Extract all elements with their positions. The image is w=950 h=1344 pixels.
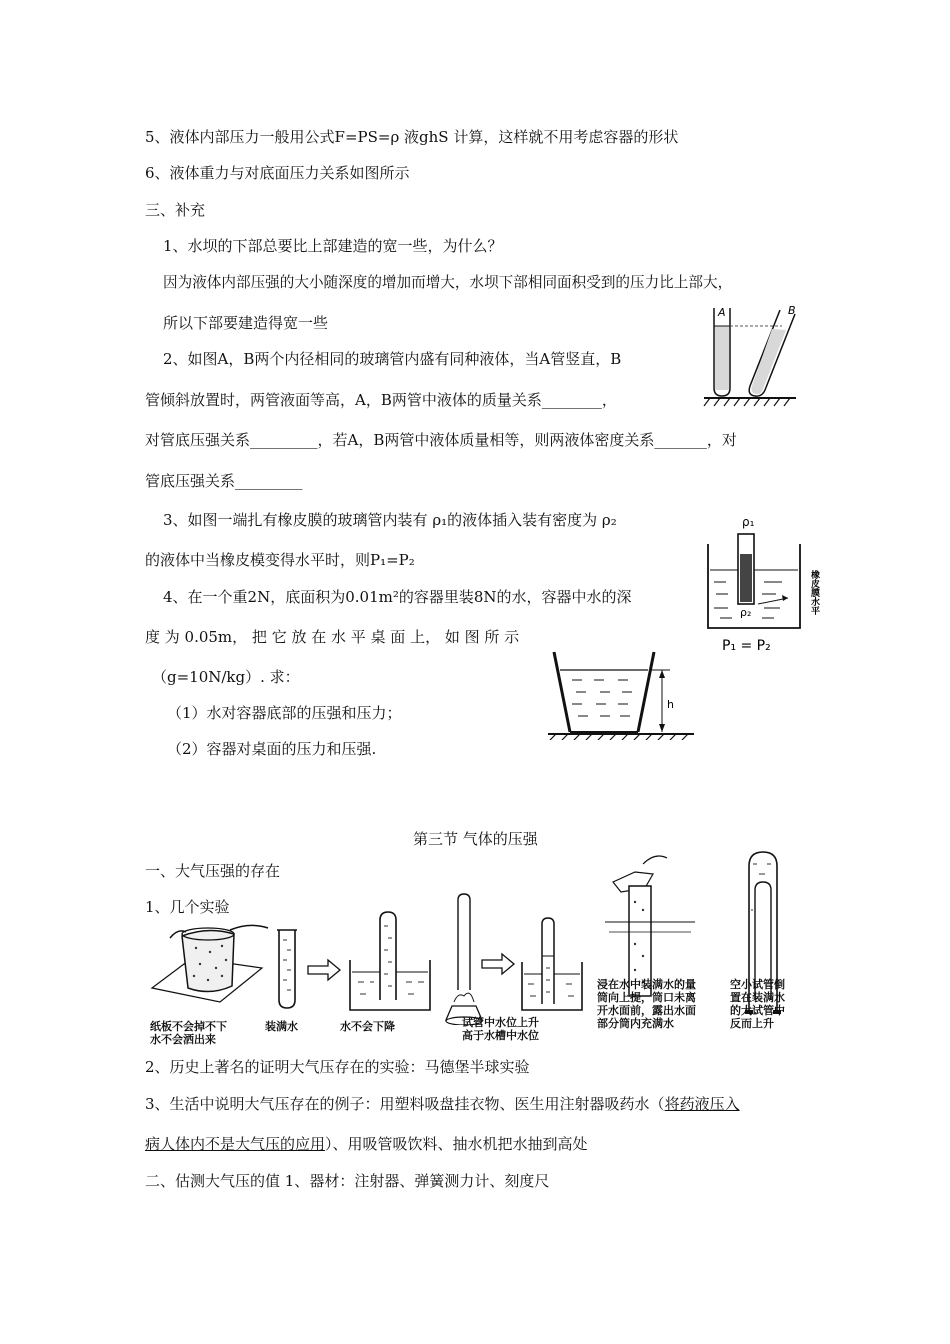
question-2-line-3: 对管底压强关系_________，若A，B两管中液体质量相等，则两液体密度关系_______，对 xyxy=(145,431,737,449)
inverted-tube-in-trough xyxy=(350,912,430,1010)
caption-cylinder-line-1: 浸在水中装满水的量 xyxy=(597,978,696,991)
tube-water-rise xyxy=(522,918,582,1010)
question-4-line-1: 4、在一个重2N，底面积为0.01m²的容器里装8N的水，容器中水的深 xyxy=(163,588,632,606)
inverted-cup-experiment xyxy=(152,925,268,1002)
supplement-heading: 三、补充 xyxy=(145,201,206,219)
caption-cylinder-line-2: 筒向上提，筒口未离 xyxy=(597,991,696,1004)
rho1-label: ρ₁ xyxy=(742,515,755,529)
item-5: 5、液体内部压力一般用公式F=PS=ρ 液ghS 计算，这样就不用考虑容器的形状 xyxy=(145,128,679,146)
question-4-sub-1: （1）水对容器底部的压强和压力； xyxy=(167,704,402,722)
daily-examples-prefix: 3、生活中说明大气压存在的例子：用塑料吸盘挂衣物、医生用注射器吸药水（ xyxy=(145,1095,665,1113)
question-3-line-1: 3、如图一端扎有橡皮膜的玻璃管内装有 ρ₁的液体插入装有密度为 ρ₂ xyxy=(163,511,617,529)
caption-tube-rise-line-1: 试管中水位上升 xyxy=(462,1016,539,1029)
caption-cylinder-line-4: 部分筒内充满水 xyxy=(597,1017,674,1030)
heated-tube-lamp xyxy=(446,894,482,1025)
height-label: h xyxy=(667,698,674,711)
membrane-side-label: 橡皮膜水平 xyxy=(809,570,819,615)
answer-1-line-1: 因为液体内部压强的大小随深度的增加而增大，水坝下部相同面积受到的压力比上部大， xyxy=(163,274,733,291)
daily-examples-line-1 xyxy=(145,1094,740,1114)
caption-card-line-2: 水不会洒出来 xyxy=(150,1033,216,1046)
question-2-line-1: 2、如图A，B两个内径相同的玻璃管内盛有同种液体，当A管竖直，B xyxy=(163,350,622,368)
rho2-label: ρ₂ xyxy=(740,606,752,619)
question-4-line-2: 度 为 0.05m， 把 它 放 在 水 平 桌 面 上， 如 图 所 示 xyxy=(145,628,520,646)
question-2-line-4: 管底压强关系_________ xyxy=(145,472,303,490)
container-height-figure xyxy=(546,648,696,740)
question-3-line-2: 的液体中当橡皮模变得水平时，则P₁=P₂ xyxy=(145,551,415,569)
section-3-heading-1: 一、大气压强的存在 xyxy=(145,862,281,880)
item-6: 6、液体重力与对底面压力关系如图所示 xyxy=(145,164,410,182)
experiments-subheading: 1、几个实验 xyxy=(145,898,230,916)
tube-b-label: B xyxy=(788,304,796,317)
question-1: 1、水坝的下部总要比上部建造的宽一些，为什么？ xyxy=(163,237,503,255)
caption-cylinder-line-3: 开水面前，露出水面 xyxy=(597,1004,696,1017)
membrane-tube-figure xyxy=(702,510,822,658)
daily-examples-line-2 xyxy=(145,1134,588,1154)
experiments-illustration xyxy=(150,850,820,1025)
magdeburg-item: 2、历史上著名的证明大气压存在的实验：马德堡半球实验 xyxy=(145,1058,530,1076)
section-3-heading-2: 二、估测大气压的值 1、器材：注射器、弹簧测力计、刻度尺 xyxy=(145,1172,550,1190)
caption-small-tube-line-1: 空小试管倒 xyxy=(730,978,785,991)
caption-full-tube: 装满水 xyxy=(265,1020,298,1033)
tube-a-label: A xyxy=(718,306,726,319)
caption-small-tube-line-2: 置在装满水 xyxy=(730,991,785,1004)
daily-examples-underlined-1: 将药液压入 xyxy=(664,1095,740,1113)
question-2-line-2: 管倾斜放置时，两管液面等高，A，B两管中液体的质量关系________， xyxy=(145,391,617,409)
caption-small-tube-line-3: 的大试管中 xyxy=(730,1004,785,1017)
section-3-title: 第三节 气体的压强 xyxy=(413,830,538,848)
caption-water-not-fall: 水不会下降 xyxy=(340,1020,395,1033)
caption-card-line-1: 纸板不会掉不下 xyxy=(150,1020,227,1033)
question-4-sub-2: （2）容器对桌面的压力和压强. xyxy=(167,740,377,758)
full-test-tube xyxy=(277,930,297,1008)
answer-1-line-2: 所以下部要建造得宽一些 xyxy=(163,314,329,332)
caption-small-tube-line-4: 反而上升 xyxy=(730,1017,774,1030)
caption-tube-rise-line-2: 高于水槽中水位 xyxy=(462,1029,539,1042)
daily-examples-suffix: ）、用吸管吸饮料、抽水机把水抽到高处 xyxy=(325,1135,588,1153)
pressure-equation: P₁ = P₂ xyxy=(722,638,771,654)
question-4-line-3: （g=10N/kg）. 求： xyxy=(152,668,300,686)
tubes-ab-figure xyxy=(700,300,800,408)
lifted-cylinder-experiment xyxy=(605,856,695,996)
daily-examples-underlined-2: 病人体内不是大气压的应用 xyxy=(145,1135,326,1153)
